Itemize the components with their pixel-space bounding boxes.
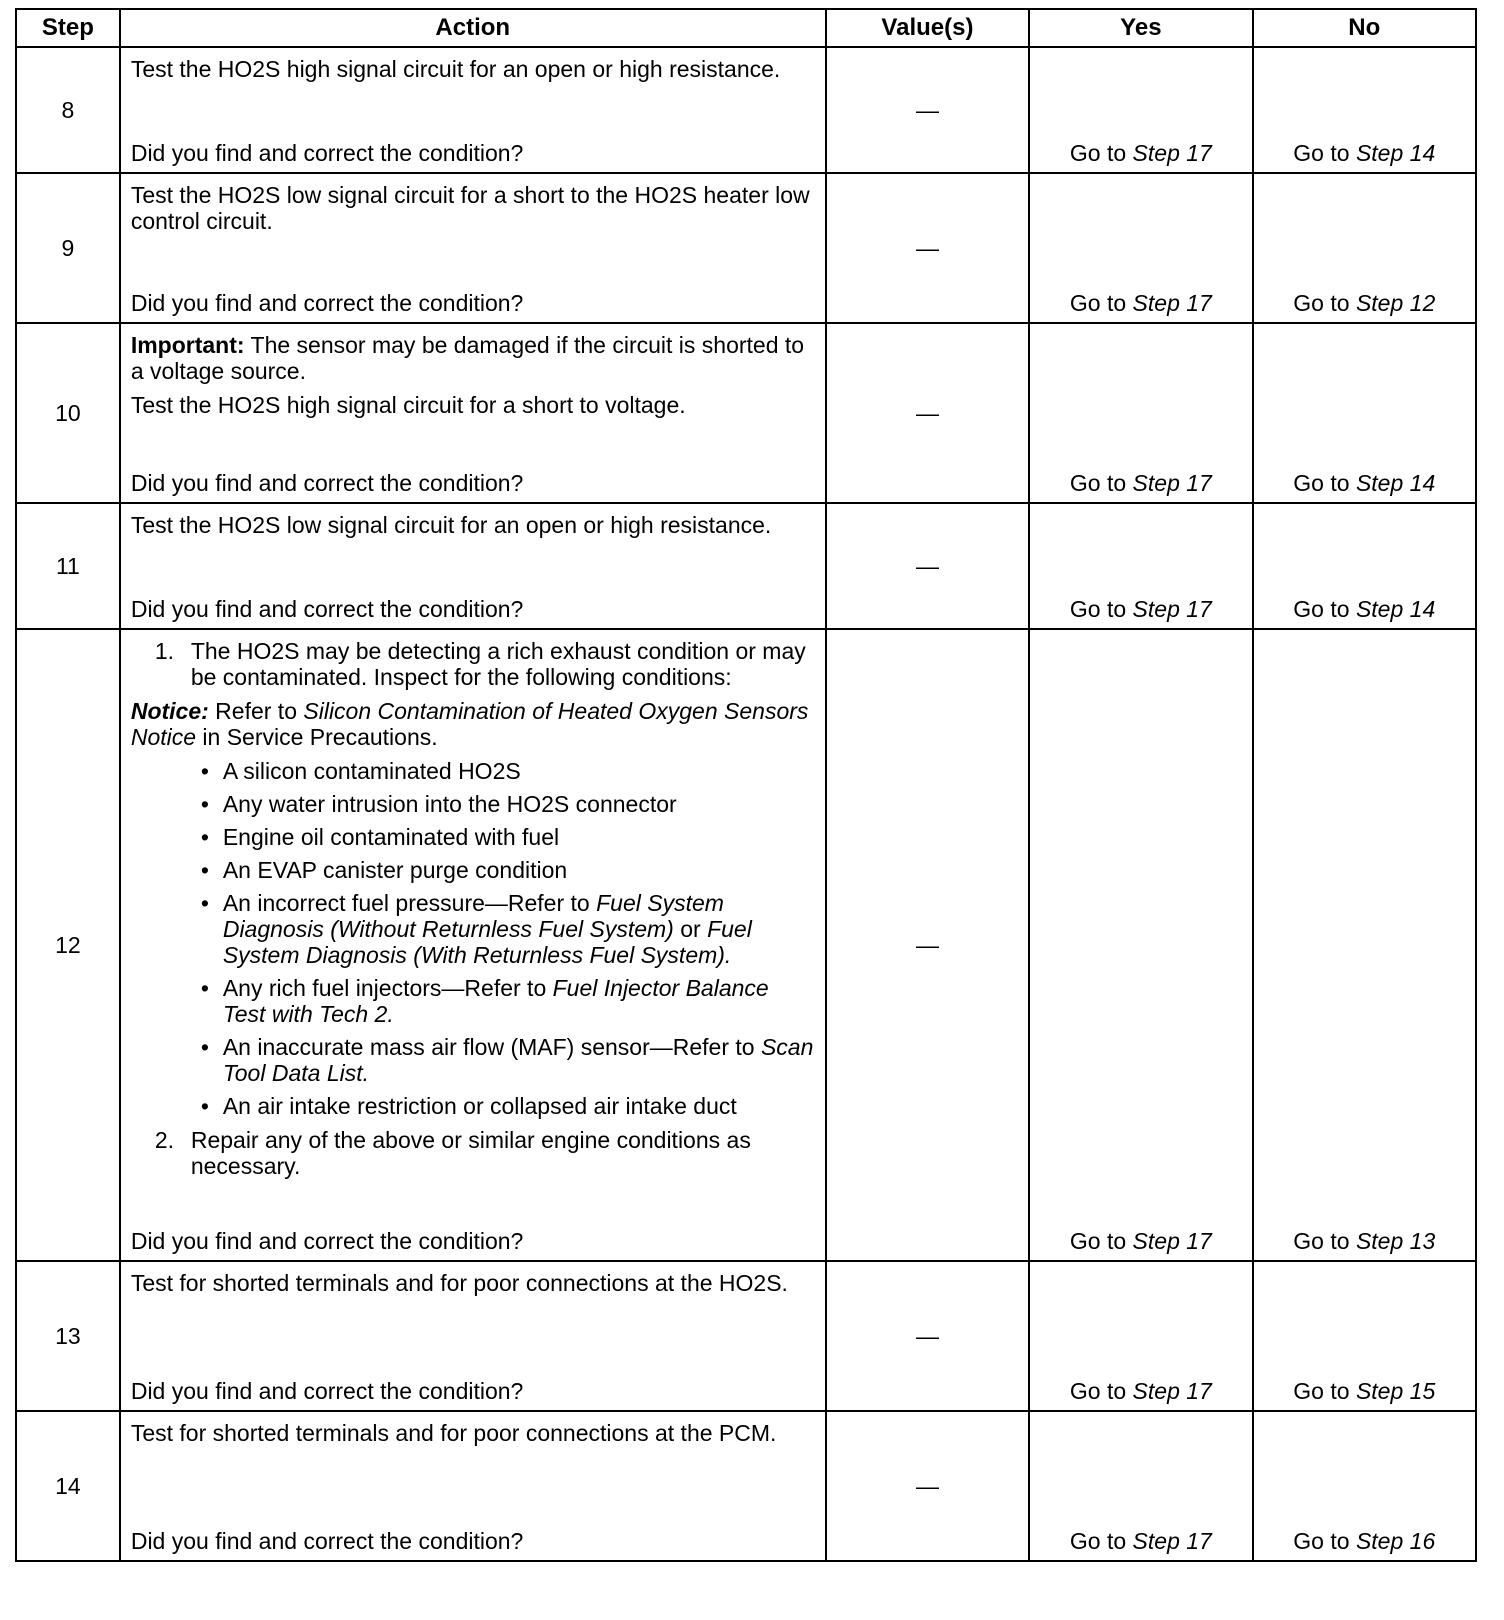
list-item: • An incorrect fuel pressure—Refer to Fuel System Diagnosis (Without Returnless Fuel System) or Fuel System Diagnosis (With Returnless Fuel System).: [201, 890, 815, 968]
list-item: • An inaccurate mass air flow (MAF) sensor—Refer to Scan Tool Data List.: [201, 1034, 815, 1086]
yes-step-ref: Step 17: [1132, 1228, 1212, 1254]
step-number: 14: [16, 1411, 120, 1561]
action-text: Test the HO2S high signal circuit for a short to voltage.: [130, 392, 686, 418]
no-step-ref: Step 14: [1355, 596, 1436, 622]
question-text: Did you find and correct the condition?: [130, 290, 524, 316]
important-label: Important:: [130, 332, 245, 358]
action-text: Test for shorted terminals and for poor connections at the PCM.: [130, 1420, 777, 1446]
table-row: [16, 47, 1476, 173]
header-step: Step: [16, 9, 120, 47]
action-cell: [120, 323, 826, 503]
yes-cell: [1029, 47, 1252, 173]
action-cell: [120, 1261, 826, 1411]
list-item: 1. The HO2S may be detecting a rich exhaust condition or may be contaminated. Inspect for the following conditions:: [154, 638, 806, 690]
go-to-label: Go to: [1069, 1228, 1127, 1254]
yes-cell: [1029, 173, 1252, 323]
step-number: 8: [16, 47, 120, 173]
no-step-ref: Step 14: [1355, 470, 1436, 496]
step-number: 12: [16, 629, 120, 1261]
notice: Notice: Refer to Silicon Contamination of Heated Oxygen Sensors Notice in Service Precautions.: [130, 698, 809, 750]
list-item: • An EVAP canister purge condition: [201, 857, 815, 883]
yes-step-ref: Step 17: [1132, 140, 1212, 166]
yes-step-ref: Step 17: [1132, 1528, 1212, 1554]
header-no: No: [1253, 9, 1476, 47]
important-note: [131, 332, 815, 384]
header-yes: Yes: [1029, 9, 1252, 47]
value-cell: —: [826, 503, 1029, 629]
question-text: Did you find and correct the condition?: [130, 140, 524, 166]
go-to-label: Go to: [1069, 140, 1127, 166]
value-cell: —: [826, 629, 1029, 1261]
step-number: 13: [16, 1261, 120, 1411]
action-text: Test the HO2S high signal circuit for an open or high resistance.: [130, 56, 781, 82]
action-text: Test for shorted terminals and for poor connections at the HO2S.: [130, 1270, 788, 1296]
action-cell: [120, 629, 826, 1261]
header-row: [16, 9, 1476, 47]
go-to-label: Go to: [1069, 1378, 1127, 1404]
no-step-ref: Step 16: [1355, 1528, 1436, 1554]
no-cell: [1253, 503, 1476, 629]
list-item: • Engine oil contaminated with fuel: [201, 824, 815, 850]
go-to-label: Go to: [1293, 1228, 1350, 1254]
action-cell: [120, 47, 826, 173]
question-text: Did you find and correct the condition?: [130, 596, 524, 622]
item-text: The HO2S may be detecting a rich exhaust condition or may be contaminated. Inspect for the following conditions:: [190, 638, 806, 690]
go-to-label: Go to: [1293, 1378, 1350, 1404]
step-number: 9: [16, 173, 120, 323]
numbered-list: [131, 638, 815, 690]
value-cell: —: [826, 323, 1029, 503]
go-to-label: Go to: [1293, 290, 1350, 316]
item-text: Repair any of the above or similar engine conditions as necessary.: [190, 1127, 751, 1179]
step-number: 11: [16, 503, 120, 629]
table-row: [16, 1261, 1476, 1411]
no-step-ref: Step 12: [1355, 290, 1436, 316]
no-cell: [1253, 323, 1476, 503]
action-cell: [120, 173, 826, 323]
yes-cell: [1029, 1411, 1252, 1561]
question-text: Did you find and correct the condition?: [130, 1228, 524, 1254]
question-text: Did you find and correct the condition?: [130, 1528, 524, 1554]
reference-link: Fuel Injector Balance Test with Tech 2.: [222, 975, 769, 1027]
reference-link: Fuel System Diagnosis (Without Returnless Fuel System): [222, 890, 724, 942]
list-item: 2. Repair any of the above or similar engine conditions as necessary.: [154, 1127, 751, 1179]
action-cell: [120, 1411, 826, 1561]
go-to-label: Go to: [1069, 1528, 1127, 1554]
diagnostic-table: [15, 8, 1477, 1562]
header-values: Value(s): [826, 9, 1029, 47]
no-cell: [1253, 47, 1476, 173]
yes-step-ref: Step 17: [1132, 290, 1212, 316]
yes-step-ref: Step 17: [1132, 596, 1212, 622]
numbered-list: [131, 1127, 815, 1179]
notice-reference: Silicon Contamination of Heated Oxygen Sensors Notice: [130, 698, 809, 750]
list-item: • An air intake restriction or collapsed air intake duct: [201, 1093, 815, 1119]
table-row: [16, 323, 1476, 503]
yes-step-ref: Step 17: [1132, 470, 1212, 496]
condition-list: [131, 758, 815, 1119]
no-cell: [1253, 629, 1476, 1261]
action-text: Test the HO2S low signal circuit for a short to the HO2S heater low control circuit.: [130, 182, 810, 234]
go-to-label: Go to: [1069, 470, 1127, 496]
question-text: Did you find and correct the condition?: [130, 470, 524, 496]
important-text: The sensor may be damaged if the circuit is shorted to a voltage source.: [130, 332, 805, 384]
notice-label: Notice:: [130, 698, 209, 724]
value-cell: —: [826, 47, 1029, 173]
yes-step-ref: Step 17: [1132, 1378, 1212, 1404]
table-row: [16, 629, 1476, 1261]
go-to-label: Go to: [1069, 596, 1127, 622]
value-cell: —: [826, 173, 1029, 323]
yes-cell: [1029, 503, 1252, 629]
table-row: [16, 173, 1476, 323]
yes-cell: [1029, 1261, 1252, 1411]
reference-link: Scan Tool Data List.: [222, 1034, 814, 1086]
yes-cell: [1029, 629, 1252, 1261]
go-to-label: Go to: [1293, 1528, 1350, 1554]
question-text: Did you find and correct the condition?: [130, 1378, 524, 1404]
no-step-ref: Step 15: [1355, 1378, 1436, 1404]
action-text: Test the HO2S low signal circuit for an open or high resistance.: [130, 512, 772, 538]
value-cell: —: [826, 1261, 1029, 1411]
go-to-label: Go to: [1069, 290, 1127, 316]
no-cell: [1253, 1261, 1476, 1411]
go-to-label: Go to: [1293, 140, 1350, 166]
action-cell: [120, 503, 826, 629]
go-to-label: Go to: [1293, 596, 1350, 622]
list-item: • Any water intrusion into the HO2S connector: [201, 791, 815, 817]
step-number: 10: [16, 323, 120, 503]
go-to-label: Go to: [1293, 470, 1350, 496]
reference-link: Fuel System Diagnosis (With Returnless Fuel System).: [222, 916, 752, 968]
no-step-ref: Step 13: [1355, 1228, 1436, 1254]
list-item: • A silicon contaminated HO2S: [201, 758, 815, 784]
table-row: [16, 503, 1476, 629]
yes-cell: [1029, 323, 1252, 503]
table-row: [16, 1411, 1476, 1561]
header-action: Action: [120, 9, 826, 47]
no-cell: [1253, 1411, 1476, 1561]
no-step-ref: Step 14: [1355, 140, 1436, 166]
no-cell: [1253, 173, 1476, 323]
value-cell: —: [826, 1411, 1029, 1561]
list-item: • Any rich fuel injectors—Refer to Fuel Injector Balance Test with Tech 2.: [201, 975, 815, 1027]
